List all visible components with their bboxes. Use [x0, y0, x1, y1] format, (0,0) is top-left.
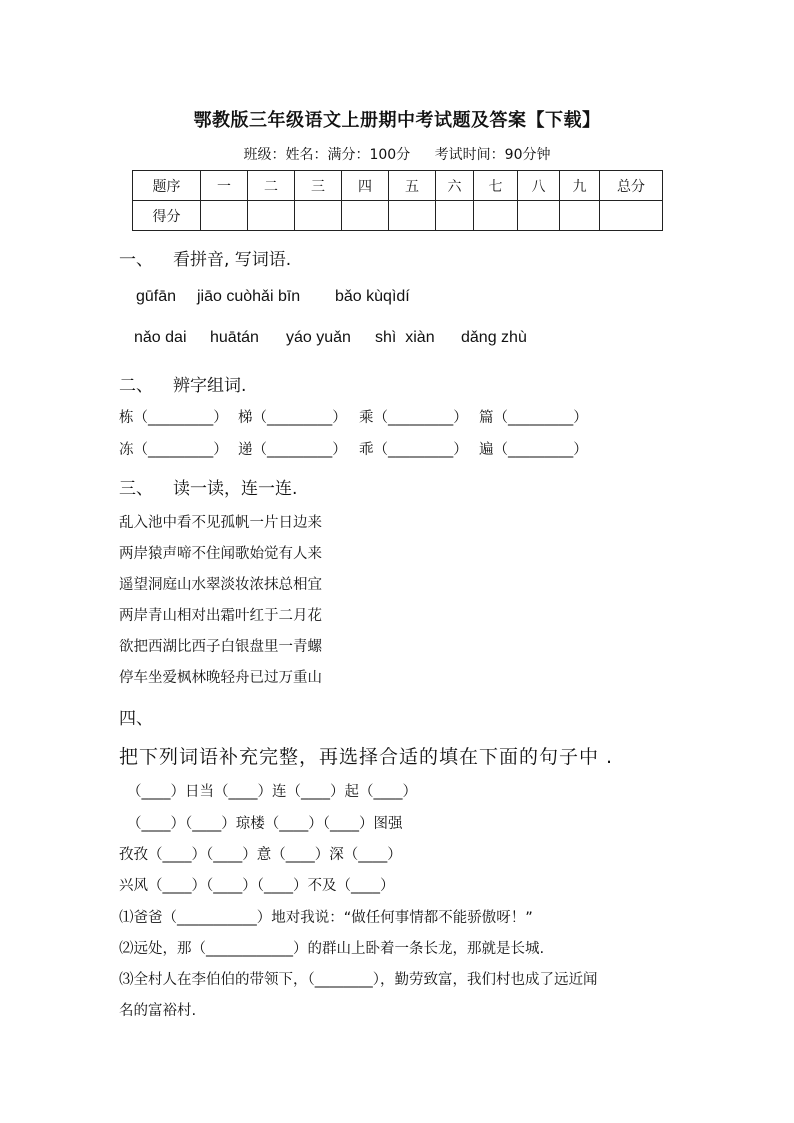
pinyin-item: bǎo kùqìdí: [335, 288, 410, 305]
word-group-item[interactable]: 乖（_________）: [359, 442, 468, 458]
word-group-item[interactable]: 冻（_________）: [119, 442, 228, 458]
page-title: 鄂教版三年级语文上册期中考试题及答案【下载】: [193, 110, 601, 131]
poem-line: 两岸青山相对出霜叶红于二月花: [119, 608, 322, 624]
pinyin-item: yáo yuǎn: [286, 329, 351, 346]
score-header-cell: 九: [560, 171, 600, 201]
section-1-instruction: 看拼音, 写词语.: [173, 250, 292, 270]
score-table-score-row: [133, 201, 663, 231]
section-2-number: 二、: [119, 376, 153, 396]
score-cell[interactable]: [201, 201, 248, 231]
section-2-instruction: 辨字组词.: [173, 376, 247, 396]
score-header-cell: 二: [248, 171, 295, 201]
score-header-cell: 四: [342, 171, 389, 201]
class-name-score-label: 班级：姓名：满分：100分: [243, 147, 411, 163]
score-header-cell: 三: [295, 171, 342, 201]
section-2-heading: [119, 371, 246, 396]
pinyin-row-2b: [210, 329, 259, 347]
idiom-row[interactable]: 孜孜（____）（____）意（____）深（____）: [119, 847, 402, 863]
score-cell[interactable]: [560, 201, 600, 231]
score-cell[interactable]: [474, 201, 518, 231]
score-cell[interactable]: [342, 201, 389, 231]
exam-time-label: 考试时间：90分钟: [434, 147, 551, 163]
idiom-row[interactable]: 兴风（____）（____）（____）不及（____）: [119, 878, 395, 894]
score-cell[interactable]: [518, 201, 560, 231]
word-group-item[interactable]: 乘（_________）: [359, 410, 468, 426]
score-header-cell: 八: [518, 171, 560, 201]
pinyin-item: shì xiàn: [375, 329, 435, 346]
word-group-item[interactable]: 递（_________）: [238, 442, 347, 458]
poem-line: 两岸猿声啼不住闻歌始觉有人来: [119, 546, 322, 562]
section-3-number: 三、: [119, 479, 153, 499]
pinyin-row-2c: [286, 329, 351, 347]
score-header-cell: 七: [474, 171, 518, 201]
pinyin-item: huātán: [210, 329, 259, 346]
word-group-item[interactable]: 栋（_________）: [119, 410, 228, 426]
pinyin-item: gūfān: [136, 288, 177, 305]
score-cell[interactable]: [248, 201, 295, 231]
poem-line: 乱入池中看不见孤帆一片日边来: [119, 515, 322, 531]
section-3-instruction: 读一读，连一连.: [173, 479, 298, 499]
section-1-number: 一、: [119, 250, 153, 270]
fill-sentence[interactable]: ⑵远处，那（____________）的群山上卧着一条长龙，那就是长城.: [119, 941, 545, 957]
section-4-instruction: 把下列词语补充完整，再选择合适的填在下面的句子中 .: [119, 746, 614, 768]
poem-line: 欲把西湖比西子白银盘里一青螺: [119, 639, 322, 655]
score-cell[interactable]: [436, 201, 474, 231]
pinyin-item: nǎo dai: [134, 329, 187, 346]
section-4-number: 四、: [119, 709, 153, 729]
poem-line: 遥望洞庭山水翠淡妆浓抹总相宜: [119, 577, 322, 593]
section-1-heading: [119, 245, 291, 270]
score-table-header-row: [133, 171, 663, 201]
section-3-heading: [119, 474, 297, 499]
score-table: [132, 170, 663, 231]
word-group-item[interactable]: 遍（_________）: [479, 442, 588, 458]
pinyin-row-1c: [335, 288, 410, 306]
word-group-item[interactable]: 篇（_________）: [479, 410, 588, 426]
pinyin-row-1b: [197, 288, 300, 306]
score-cell[interactable]: [389, 201, 436, 231]
score-header-cell: 题序: [133, 171, 201, 201]
exam-info: [0, 144, 794, 164]
idiom-row[interactable]: （____）日当（____）连（____）起（____）: [127, 784, 417, 800]
score-header-cell: 五: [389, 171, 436, 201]
pinyin-row-2d: [375, 329, 435, 347]
fill-sentence-continued: 名的富裕村.: [119, 1003, 197, 1019]
score-row-label: 得分: [133, 201, 201, 231]
pinyin-row-1: [136, 288, 176, 306]
word-group-item[interactable]: 梯（_________）: [238, 410, 347, 426]
pinyin-item: dǎng zhù: [461, 329, 527, 346]
score-header-cell: 一: [201, 171, 248, 201]
score-cell[interactable]: [295, 201, 342, 231]
pinyin-row-2e: [461, 329, 527, 347]
fill-sentence[interactable]: ⑶全村人在李伯伯的带领下，（________），勤劳致富，我们村也成了远近闻: [119, 972, 598, 988]
score-header-cell: 总分: [600, 171, 663, 201]
poem-line: 停车坐爱枫林晚轻舟已过万重山: [119, 670, 322, 686]
score-header-cell: 六: [436, 171, 474, 201]
pinyin-item: jiāo cuòhǎi bīn: [197, 288, 301, 305]
idiom-row[interactable]: （____）（____）琼楼（____）（____）图强: [127, 816, 403, 832]
fill-sentence[interactable]: ⑴爸爸（___________）地对我说：“做任何事情都不能骄傲呀！”: [119, 910, 533, 926]
score-cell[interactable]: [600, 201, 663, 231]
pinyin-row-2a: [134, 329, 187, 347]
